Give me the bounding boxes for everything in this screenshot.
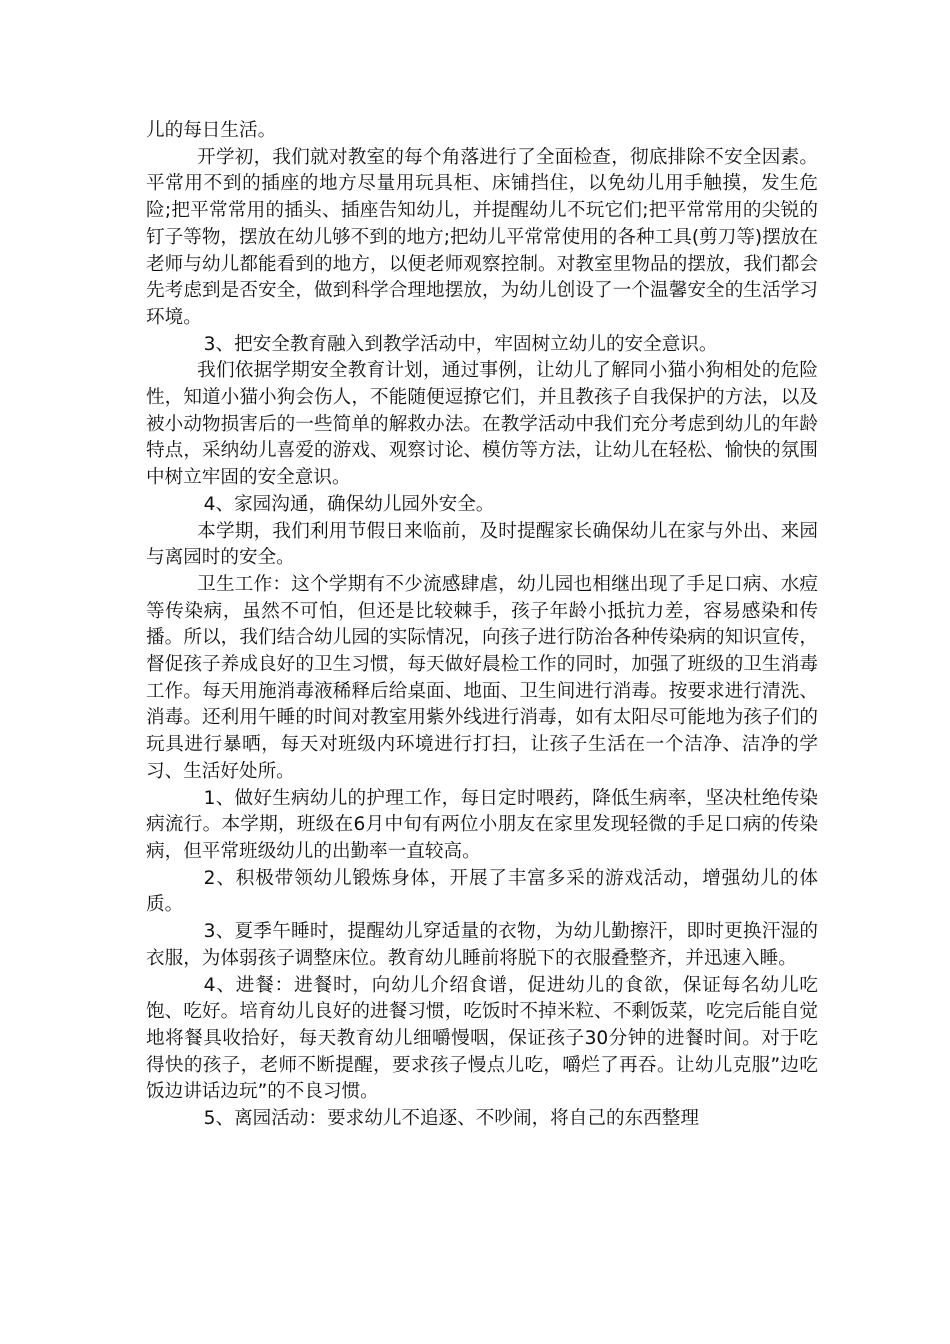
- paragraph-home-school: 本学期，我们利用节假日来临前，及时提醒家长确保幼儿在家与外出、来园与离园时的安全。: [146, 520, 818, 569]
- heading-safety-education: 3、把安全教育融入到教学活动中，牢固树立幼儿的安全意识。: [203, 333, 718, 355]
- document-body: [146, 118, 818, 1133]
- item-exercise: 2、积极带领幼儿锻炼身体，开展了丰富多采的游戏活动，增强幼儿的体质。: [146, 867, 818, 916]
- paragraph-classroom-check: 开学初，我们就对教室的每个角落进行了全面检查，彻底排除不安全因素。平常用不到的插座的地方尽量用玩具柜、床铺挡住，以免幼儿用手触摸，发生危险;把平常常用的插头、插座告知幼儿，并提醒幼儿不玩它们;把平常常用的尖锐的钉子等物，摆放在幼儿够不到的地方;把幼儿平常常使用的各种工具(剪刀等)摆放在老师与幼儿都能看到的地方，以便老师观察控制。对教室里物品的摆放，我们都会先考虑到是否安全，做到科学合理地摆放，为幼儿创设了一个温馨安全的生活学习环境。: [146, 146, 818, 328]
- item-sick-care: 1、做好生病幼儿的护理工作，每日定时喂药，降低生病率，坚决杜绝传染病流行。本学期，班级在6月中旬有两位小朋友在家里发现轻微的手足口病的传染病，但平常班级幼儿的出勤率一直较高。: [146, 787, 818, 862]
- paragraph-continuation: 儿的每日生活。: [146, 120, 277, 141]
- item-nap-time: 3、夏季午睡时，提醒幼儿穿适量的衣物，为幼儿勤擦汗，即时更换汗湿的衣服，为体弱孩子调整床位。教育幼儿睡前将脱下的衣服叠整齐，并迅速入睡。: [146, 921, 818, 969]
- item-meals: 4、进餐：进餐时，向幼儿介绍食谱，促进幼儿的食欲，保证每名幼儿吃饱、吃好。培育幼儿良好的进餐习惯，吃饭时不掉米粒、不剩饭菜，吃完后能自觉地将餐具收拾好，每天教育幼儿细嚼慢咽，保证孩子30分钟的进餐时间。对于吃得快的孩子，老师不断提醒，要求孩子慢点儿吃，嚼烂了再吞。让幼儿克服”边吃饭边讲话边玩”的不良习惯。: [146, 974, 818, 1103]
- paragraph-hygiene-work: 卫生工作：这个学期有不少流感肆虐，幼儿园也相继出现了手足口病、水痘等传染病，虽然不可怕，但还是比较棘手，孩子年龄小抵抗力差，容易感染和传播。所以，我们结合幼儿园的实际情况，向孩子进行防治各种传染病的知识宣传，督促孩子养成良好的卫生习惯，每天做好晨检工作的同时，加强了班级的卫生消毒工作。每天用施消毒液稀释后给桌面、地面、卫生间进行消毒。按要求进行清洗、消毒。还利用午睡的时间对教室用紫外线进行消毒，如有太阳尽可能地为孩子们的玩具进行暴晒，每天对班级内环境进行打扫，让孩子生活在一个洁净、洁净的学习、生活好处所。: [146, 573, 818, 782]
- paragraph-safety-education: 我们依据学期安全教育计划，通过事例，让幼儿了解同小猫小狗相处的危险性，知道小猫小狗会伤人，不能随便逗撩它们，并且教孩子自我保护的方法，以及被小动物损害后的一些简单的解救办法。在教学活动中我们充分考虑到幼儿的年龄特点，采纳幼儿喜爱的游戏、观察讨论、模仿等方法，让幼儿在轻松、愉快的氛围中树立牢固的安全意识。: [146, 360, 818, 489]
- heading-home-school: 4、家园沟通，确保幼儿园外安全。: [203, 493, 495, 515]
- item-departure: 5、离园活动：要求幼儿不追逐、不吵闹，将自己的东西整理: [203, 1108, 699, 1130]
